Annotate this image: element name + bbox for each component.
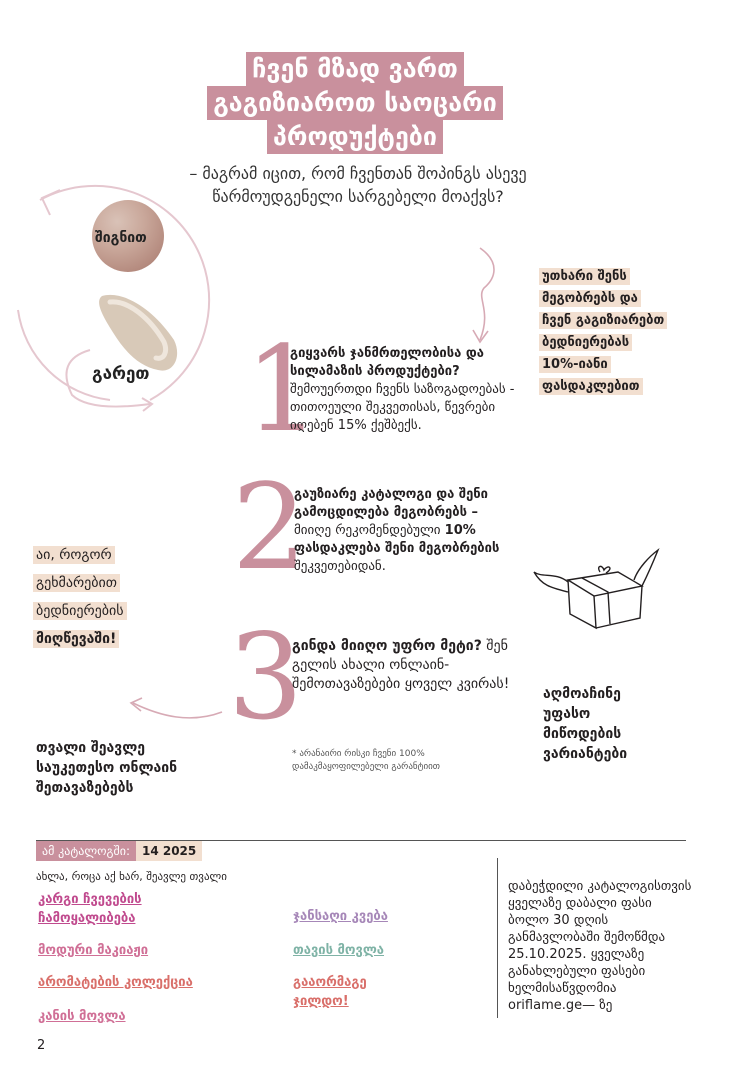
step-2-body: მიიღე რეკომენდებული: [294, 523, 445, 538]
share-note-line: 10%-იანი: [539, 356, 611, 373]
catalog-issue: 14 2025: [136, 841, 202, 861]
share-note-line: ჩვენ გაგიზიარებთ: [539, 312, 667, 329]
catalog-intro: ახლა, როცა აქ ხარ, შეავლე თვალი: [36, 870, 227, 883]
happiness-note-line: გეხმარებით: [33, 574, 120, 592]
guarantee-footnote: * არანაირი რისკი ჩვენი 100% დამაკმაყოფილებელი გარანტიით: [292, 749, 441, 772]
share-note-line: მეგობრებს და: [539, 290, 641, 307]
step-3-bold: გინდა მიიღო უფრო მეტი?: [292, 638, 482, 654]
step-number-2: 2: [232, 458, 308, 596]
step-2-bold: გაუზიარე კატალოგი და შენი გამოცდილება მეგობრებს –: [294, 487, 488, 520]
catalog-label: ამ კატალოგში:: [36, 841, 136, 861]
link-healthy-nutrition[interactable]: ჯანსაღი კვება: [293, 909, 388, 924]
step-3-text: [292, 637, 517, 694]
flying-box-icon: [530, 542, 660, 632]
step-2-bold-2: 10% ფასდაკლება შენი მეგობრების: [294, 523, 500, 556]
link-fashion-makeup[interactable]: მოდური მაკიაჟი: [38, 943, 149, 958]
happiness-note-line: აი, როგორ: [33, 546, 115, 564]
page-title: [150, 52, 560, 154]
outside-label: გარეთ: [92, 364, 150, 384]
share-discount-note: [539, 265, 689, 397]
free-delivery-note: აღმოაჩინე უფასო მიწოდების ვარიანტები: [543, 686, 628, 762]
title-line-1: ჩვენ მზად ვართ: [246, 52, 464, 86]
happiness-note: [33, 540, 183, 652]
step-1-body: შემოუერთდი ჩვენს საზოგადოებას - თითოეული შეკვეთისას, წევრები იღებენ 15% ქეშბექს.: [290, 382, 515, 433]
link-hair-care[interactable]: თავის მოვლა: [293, 943, 385, 958]
page-number: 2: [37, 1038, 46, 1053]
link-good-habits[interactable]: კარგი ჩვევების ჩამოყალიბება: [38, 892, 142, 926]
step-1-bold: გიყვარს ჯანმრთელობისა და სილამაზის პროდუქტები?: [290, 346, 484, 379]
happiness-note-strong: მიღწევაში!: [33, 630, 119, 648]
link-fragrance-collection[interactable]: არომატების კოლექცია: [38, 975, 193, 990]
inside-label: შიგნით: [95, 230, 147, 246]
step-2-text: [294, 486, 519, 576]
step-2-body-2: შეკვეთებიდან.: [294, 559, 386, 574]
catalog-header: [36, 841, 202, 861]
title-line-2: გაგიზიაროთ საოცარი: [207, 86, 503, 120]
title-line-3: პროდუქტები: [267, 120, 443, 154]
link-double-reward[interactable]: გააორმაგე ჯილდო!: [293, 975, 367, 1009]
happiness-note-line: ბედნიერების: [33, 602, 127, 620]
catalog-vertical-divider: [497, 858, 498, 1018]
share-note-line: უთხარი შენს: [539, 268, 630, 285]
share-note-line: ფასდაკლებით: [539, 378, 643, 395]
step-3-body: შენ გელის ახალი ონლაინ-შემოთავაზებები ყოველ კვირას!: [292, 638, 510, 692]
online-offers-note: თვალი შეავლე საუკეთესო ონლაინ შეთავაზებებს: [36, 740, 178, 796]
step-1-text: [290, 345, 515, 435]
step-number-3: 3: [228, 608, 304, 746]
price-disclaimer: დაბეჭდილი კატალოგისთვის ყველაზე დაბალი ფასი ბოლო 30 დღის განმავლობაში შემოწმდა 25.10.2025. ყველაზე განახლებული ფასები ხელმისაწვდომია oriflame.ge— ზე: [508, 879, 692, 1013]
step-number-1: 1: [245, 320, 321, 458]
link-skin-care[interactable]: კანის მოვლა: [38, 1009, 126, 1024]
subtitle: – მაგრამ იცით, რომ ჩვენთან შოპინგს ასევე წარმოუდგენელი სარგებელი მოაქვს?: [189, 164, 527, 206]
share-note-line: ბედნიერებას: [539, 334, 632, 351]
